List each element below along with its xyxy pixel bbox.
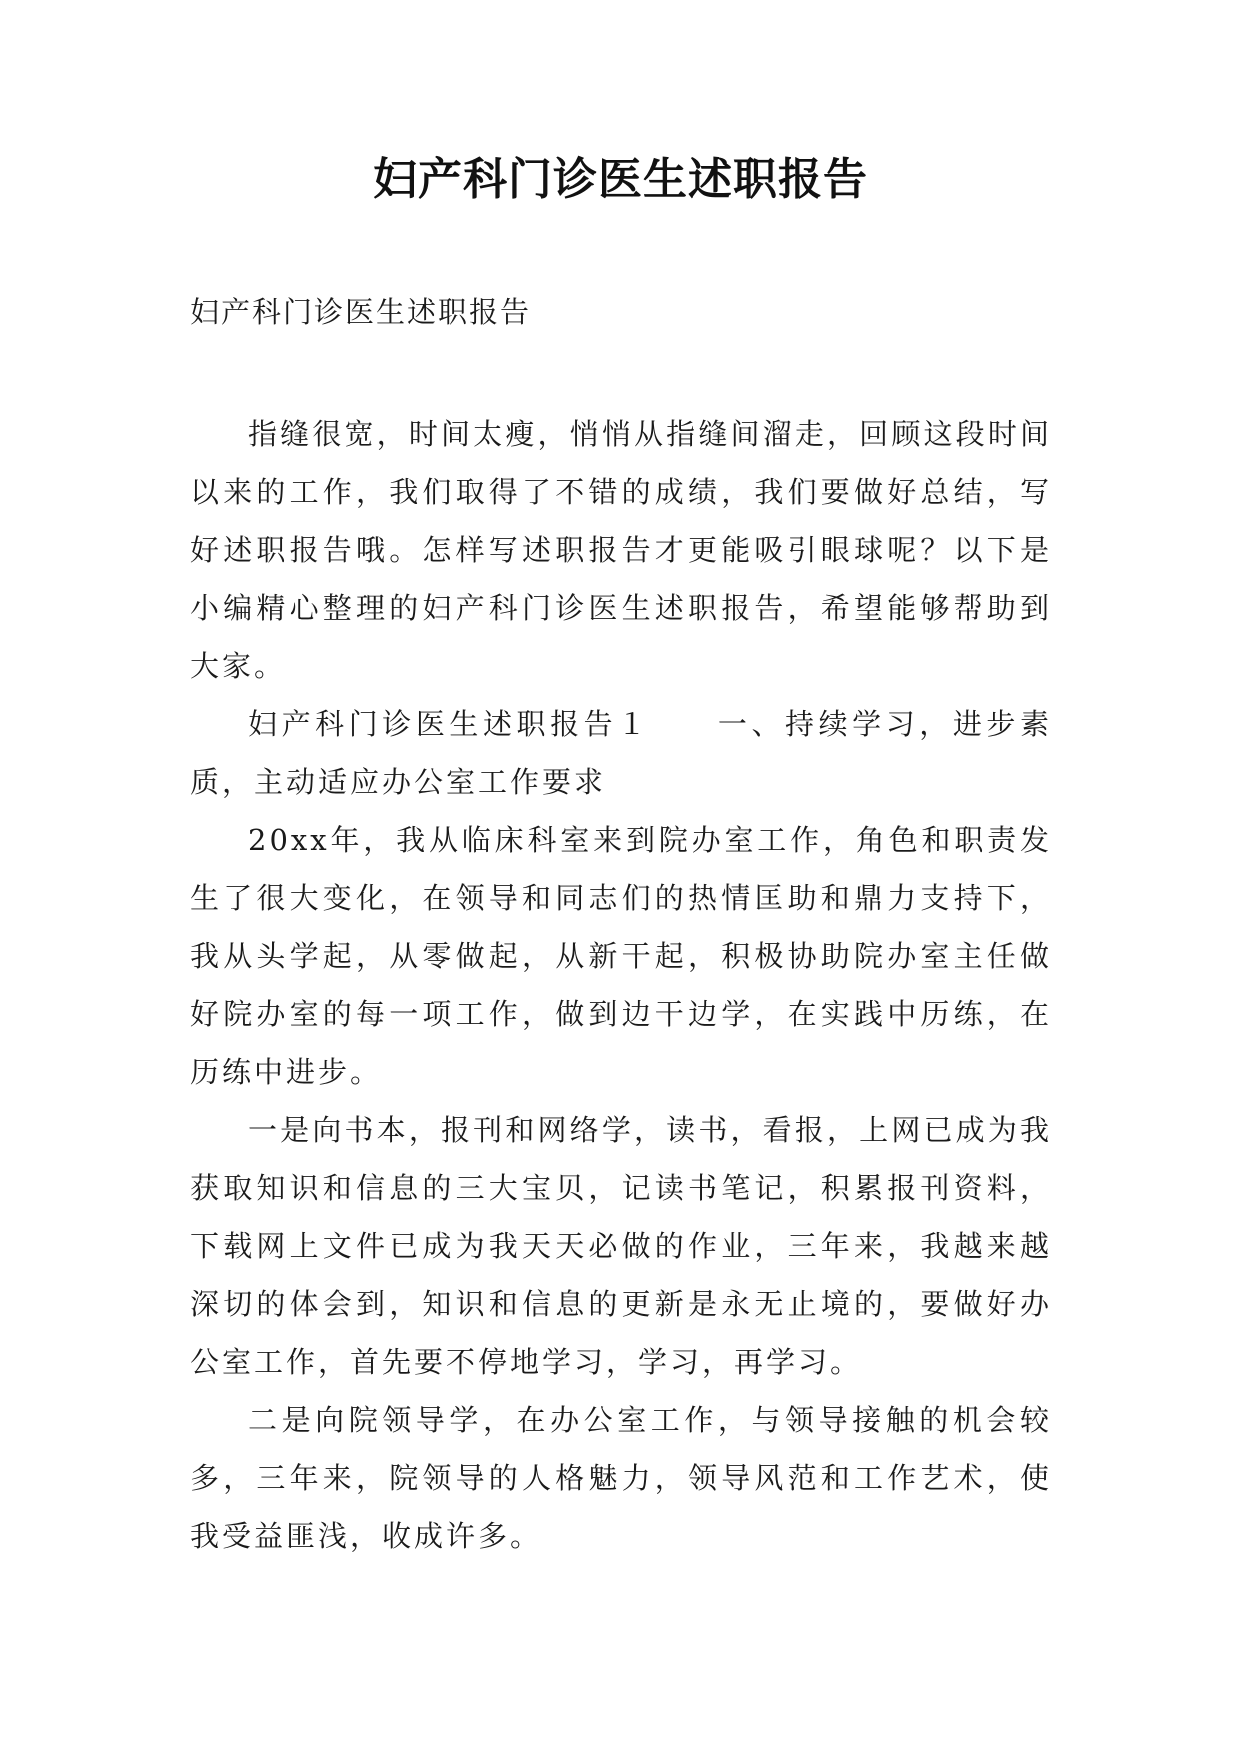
- document-subtitle: 妇产科门诊医生述职报告: [190, 295, 532, 329]
- paragraph-learn-from-leaders: 二是向院领导学，在办公室工作，与领导接触的机会较多，三年来，院领导的人格魅力，领导风范和工作艺术，使我受益匪浅，收成许多。: [190, 1403, 1052, 1553]
- document-body: [190, 405, 1052, 1565]
- paragraph-section-heading: 妇产科门诊医生述职报告１ 一、持续学习，进步素质，主动适应办公室工作要求: [190, 707, 1052, 799]
- paragraph-intro: 指缝很宽，时间太瘦，悄悄从指缝间溜走，回顾这段时间以来的工作，我们取得了不错的成绩，我们要做好总结，写好述职报告哦。怎样写述职报告才更能吸引眼球呢？以下是小编精心整理的妇产科门诊医生述职报告，希望能够帮助到大家。: [190, 417, 1052, 683]
- document-title: 妇产科门诊医生述职报告: [373, 154, 868, 205]
- paragraph-career-change: 20xx年，我从临床科室来到院办室工作，角色和职责发生了很大变化，在领导和同志们的热情匡助和鼎力支持下，我从头学起，从零做起，从新干起，积极协助院办室主任做好院办室的每一项工作，做到边干边学，在实践中历练，在历练中进步。: [190, 823, 1052, 1089]
- paragraph-learn-from-books: 一是向书本，报刊和网络学，读书，看报，上网已成为我获取知识和信息的三大宝贝，记读书笔记，积累报刊资料，下载网上文件已成为我天天必做的作业，三年来，我越来越深切的体会到，知识和信息的更新是永无止境的，要做好办公室工作，首先要不停地学习，学习，再学习。: [190, 1113, 1052, 1379]
